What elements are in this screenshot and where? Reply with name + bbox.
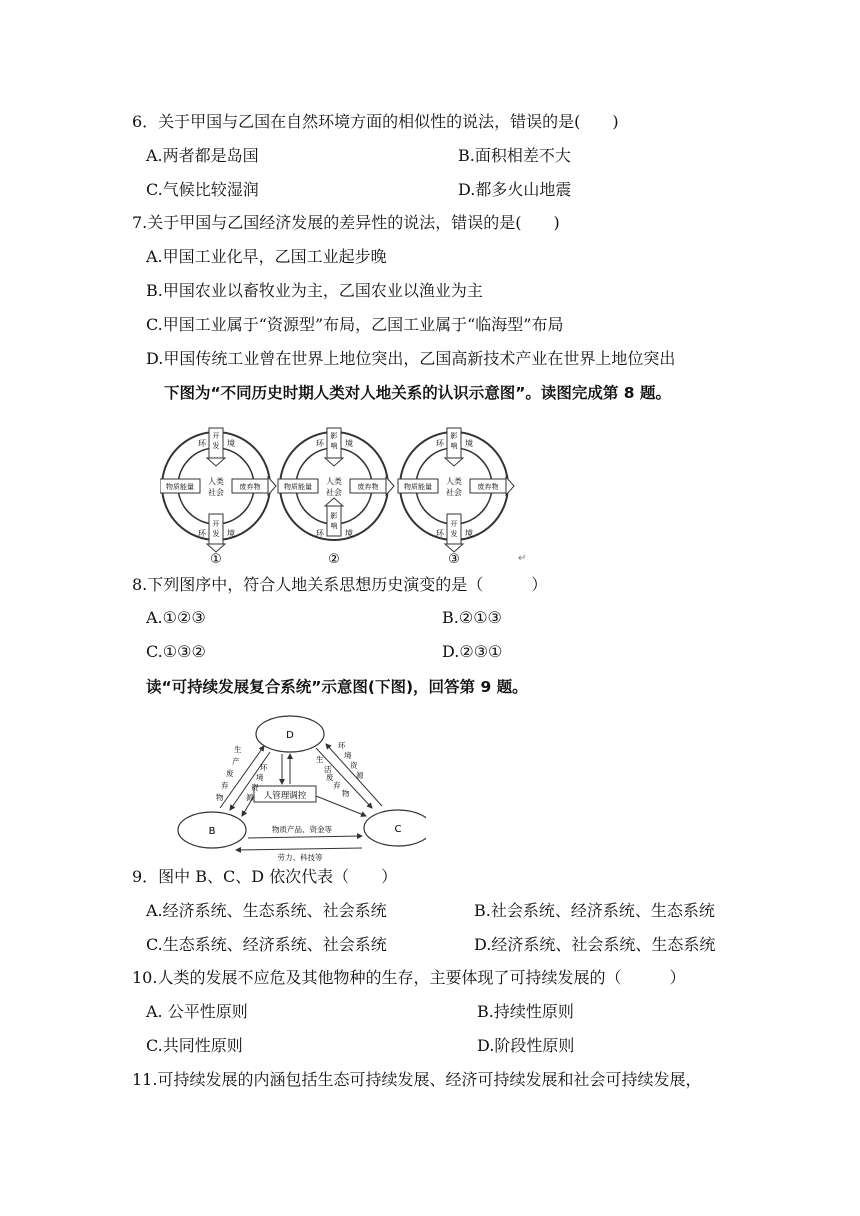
question-8-option-a: A.①②③ <box>146 608 206 627</box>
svg-text:源: 源 <box>356 771 364 780</box>
bottom-upper-label: 物质产品、资金等 <box>272 825 332 834</box>
svg-text:产: 产 <box>232 757 240 766</box>
fig1-center-1: 人类 <box>208 477 224 486</box>
fig2-center-1: 人类 <box>326 477 342 486</box>
figure-circle-1 <box>160 428 276 552</box>
fig1-left-label: 物质能量 <box>166 483 194 491</box>
svg-text:境: 境 <box>344 751 352 760</box>
fig2-top-side-2: 境 <box>345 439 353 448</box>
question-6-option-a: A.两者都是岛国 <box>146 146 259 165</box>
system-c-label: C <box>394 824 402 835</box>
fig2-bottom-side-2: 境 <box>345 529 353 538</box>
question-11-stem: 11.可持续发展的内涵包括生态可持续发展、经济可持续发展和社会可持续发展， <box>132 1070 702 1089</box>
fig3-bottom-side-1: 环 <box>436 529 444 538</box>
fig3-top-box-2: 响 <box>450 442 458 450</box>
question-9-option-b: B.社会系统、经济系统、生态系统 <box>474 901 715 920</box>
svg-text:弃: 弃 <box>221 781 229 790</box>
bottom-lower-label: 劳力、科技等 <box>277 853 323 862</box>
return-mark: ↵ <box>518 553 527 564</box>
svg-text:境: 境 <box>256 773 264 782</box>
question-7-option-a: A.甲国工业化早，乙国工业起步晚 <box>146 247 387 266</box>
fig3-bottom-box-2: 发 <box>450 530 458 538</box>
question-7-option-d: D.甲国传统工业曾在世界上地位突出，乙国高新技术产业在世界上地位突出 <box>146 349 676 368</box>
fig2-top-side-1: 环 <box>316 439 324 448</box>
question-8-stem: 8.下列图序中，符合人地关系思想历史演变的是（ ） <box>132 575 548 594</box>
fig3-right-label: 废弃物 <box>477 483 499 491</box>
fig1-top-side-2: 境 <box>227 439 235 448</box>
fig3-center-2: 社会 <box>446 488 462 497</box>
fig3-top-side-2: 境 <box>465 439 473 448</box>
question-8-option-b: B.②①③ <box>442 608 502 627</box>
fig1-bottom-side-2: 境 <box>227 529 235 538</box>
question-9-option-a: A.经济系统、生态系统、社会系统 <box>146 901 387 920</box>
fig2-bottom-box-1: 影 <box>330 512 338 520</box>
fig1-right-label: 废弃物 <box>239 483 261 491</box>
left-outer-label <box>216 744 242 802</box>
question-6-stem: 6．关于甲国与乙国在自然环境方面的相似性的说法，错误的是( ) <box>132 112 619 131</box>
management-label: 人管理调控 <box>263 791 307 801</box>
question-9-option-c: C.生态系统、经济系统、社会系统 <box>146 935 387 954</box>
fig2-bottom-box-2: 响 <box>330 522 338 530</box>
question-10-option-a: A. 公平性原则 <box>146 1002 248 1021</box>
question-6-option-d: D.都多火山地震 <box>458 180 572 199</box>
question-7-option-b: B.甲国农业以畜牧业为主，乙国农业以渔业为主 <box>146 281 483 300</box>
fig2-center-2: 社会 <box>326 488 342 497</box>
figure-number-1: ① <box>210 552 222 567</box>
fig2-left-label: 物质能量 <box>284 483 312 491</box>
svg-text:生: 生 <box>316 755 324 764</box>
svg-text:环: 环 <box>260 763 268 772</box>
question-8-option-c: C.①③② <box>146 642 206 661</box>
fig3-bottom-box-1: 开 <box>450 520 458 528</box>
fig3-bottom-side-2: 境 <box>465 529 473 538</box>
question-6-option-c: C.气候比较湿润 <box>146 180 259 199</box>
question-6-option-b: B.面积相差不大 <box>458 146 571 165</box>
fig1-bottom-box-1: 开 <box>212 520 220 528</box>
fig2-top-box-1: 影 <box>330 432 338 440</box>
svg-text:生: 生 <box>234 745 242 754</box>
svg-text:资: 资 <box>251 783 259 792</box>
fig1-center-2: 社会 <box>208 488 224 497</box>
right-inner-label <box>316 754 350 798</box>
question-10-option-b: B.持续性原则 <box>477 1002 574 1021</box>
svg-text:环: 环 <box>338 741 346 750</box>
svg-text:物: 物 <box>216 793 224 802</box>
svg-text:弃: 弃 <box>333 781 341 790</box>
fig1-bottom-box-2: 发 <box>212 530 220 538</box>
figure-number-3: ③ <box>448 552 460 567</box>
figure-circle-2 <box>278 428 394 540</box>
svg-text:源: 源 <box>246 793 254 802</box>
figure-circle-3 <box>398 428 514 552</box>
fig3-top-side-1: 环 <box>436 439 444 448</box>
fig3-left-label: 物质能量 <box>404 483 432 491</box>
fig2-right-label: 废弃物 <box>357 483 379 491</box>
fig2-bottom-side-1: 环 <box>316 529 324 538</box>
question-9-option-d: D.经济系统、社会系统、生态系统 <box>474 935 716 954</box>
svg-text:资: 资 <box>350 761 358 770</box>
fig1-top-side-1: 环 <box>198 439 206 448</box>
question-10-option-d: D.阶段性原则 <box>477 1036 575 1055</box>
fig1-top-box-1: 开 <box>212 432 220 440</box>
system-b-label: B <box>208 826 216 837</box>
fig3-top-box-1: 影 <box>450 432 458 440</box>
human-environment-relation-figure <box>160 418 530 570</box>
question-10-stem: 10.人类的发展不应危及其他物种的生存，主要体现了可持续发展的（ ） <box>132 968 686 987</box>
fig3-center-1: 人类 <box>446 477 462 486</box>
question-9-intro: 读“可持续发展复合系统”示意图(下图)，回答第 9 题。 <box>146 678 528 696</box>
question-7-stem: 7.关于甲国与乙国经济发展的差异性的说法，错误的是( ) <box>132 213 560 232</box>
fig2-top-box-2: 响 <box>330 442 338 450</box>
fig1-top-box-2: 发 <box>212 442 220 450</box>
svg-text:废: 废 <box>226 769 234 778</box>
right-outer-label <box>338 741 364 780</box>
question-8-option-d: D.②③① <box>442 642 503 661</box>
fig1-bottom-side-1: 环 <box>198 529 206 538</box>
question-7-option-c: C.甲国工业属于“资源型”布局，乙国工业属于“临海型”布局 <box>146 315 564 334</box>
system-d-label: D <box>286 730 294 741</box>
svg-text:物: 物 <box>342 789 350 798</box>
question-10-option-c: C.共同性原则 <box>146 1036 243 1055</box>
question-8-intro: 下图为“不同历史时期人类对人地关系的认识示意图”。读图完成第 8 题。 <box>164 384 671 402</box>
svg-text:废: 废 <box>326 773 334 782</box>
question-9-stem: 9．图中 B、C、D 依次代表（ ） <box>132 867 398 886</box>
sustainable-development-system-figure <box>176 712 426 862</box>
svg-text:活: 活 <box>324 765 332 774</box>
figure-number-2: ② <box>328 552 340 567</box>
